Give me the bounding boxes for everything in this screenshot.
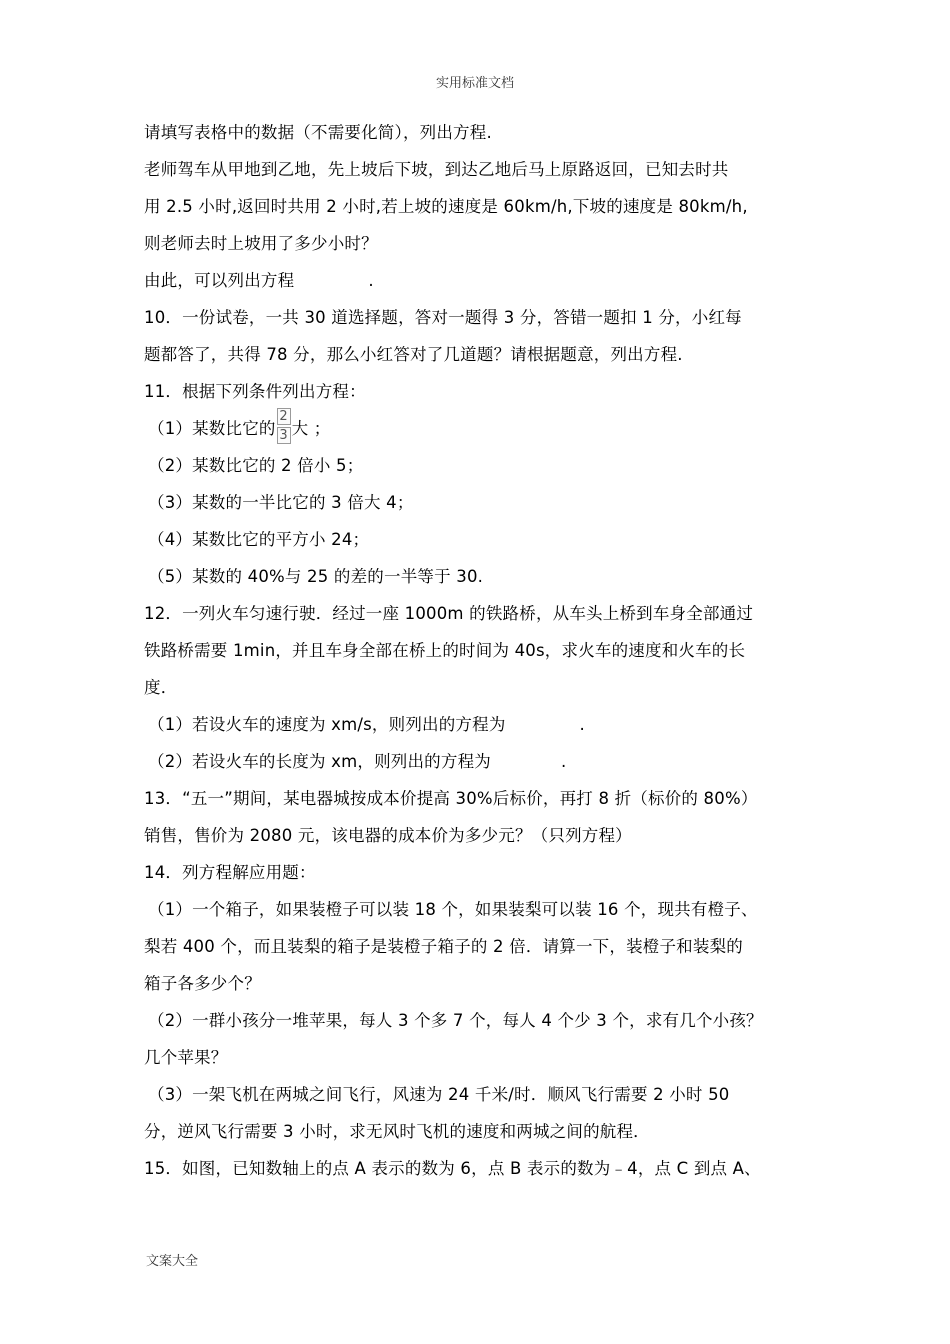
line-text: .: [579, 715, 585, 734]
text-line: （3）一架飞机在两城之间飞行，风速为 24 千米/时．顺风飞行需要 2 小时 50: [148, 1085, 730, 1104]
text-line: （2）一群小孩分一堆苹果，每人 3 个多 7 个，每人 4 个少 3 个，求有几个小孩？: [148, 1011, 763, 1030]
fraction-numerator: 2: [277, 408, 291, 425]
text-line-with-blank: [144, 743, 812, 780]
text-line: （2）某数比它的 2 倍小 5；: [148, 456, 364, 475]
text-line-with-blank: [144, 262, 812, 299]
text-line-with-blank: [144, 706, 812, 743]
text-line: （5）某数的 40%与 25 的差的一半等于 30.: [148, 567, 484, 586]
line-text: （2）若设火车的长度为 xm，则列出的方程为: [148, 752, 491, 771]
text-line: 箱子各多少个？: [144, 974, 261, 993]
line-text: .: [560, 752, 567, 771]
question-15-line: 15．如图，已知数轴上的点 A 表示的数为 6，点 B 表示的数为﹣4，点 C 到点 A、: [144, 1159, 761, 1178]
text-line: 销售，售价为 2080 元，该电器的成本价为多少元？（只列方程）: [144, 826, 632, 845]
page-footer: 文案大全: [146, 1254, 199, 1269]
text-line: 请填写表格中的数据（不需要化简），列出方程.: [144, 123, 492, 142]
question-12-line: 12．一列火车匀速行驶．经过一座 1000m 的铁路桥，从车头上桥到车身全部通过: [144, 604, 754, 623]
line-text: 由此，可以列出方程: [144, 271, 295, 290]
text-line: 几个苹果？: [144, 1048, 228, 1067]
text-line: （3）某数的一半比它的 3 倍大 4；: [148, 493, 414, 512]
question-10-line: 10．一份试卷，一共 30 道选择题，答对一题得 3 分，答错一题扣 1 分，小红每: [144, 308, 742, 327]
text-line: 题都答了，共得 78 分，那么小红答对了几道题？请根据题意，列出方程.: [144, 345, 683, 364]
text-line: （1）一个箱子，如果装橙子可以装 18 个，如果装梨可以装 16 个，现共有橙子、: [148, 900, 758, 919]
page-header: 实用标准文档: [435, 76, 514, 91]
line-text: （1）某数比它的: [148, 419, 276, 438]
text-line: 用 2.5 小时,返回时共用 2 小时,若上坡的速度是 60km/h,下坡的速度是 80km/h,: [144, 197, 748, 216]
text-line: 老师驾车从甲地到乙地，先上坡后下坡，到达乙地后马上原路返回，已知去时共: [144, 160, 729, 179]
question-14-line: 14．列方程解应用题：: [144, 863, 316, 882]
line-text: （1）若设火车的速度为 xm/s，则列出的方程为: [148, 715, 506, 734]
question-11-line: 11．根据下列条件列出方程：: [144, 382, 366, 401]
subquestion-fraction-line: [144, 410, 812, 447]
document-body: [144, 114, 812, 1187]
line-text: 大 ；: [291, 419, 331, 438]
text-line: 分，逆风飞行需要 3 小时，求无风时飞机的速度和两城之间的航程．: [144, 1122, 650, 1141]
text-line: 则老师去时上坡用了多少小时？: [144, 234, 378, 253]
text-line: 度．: [144, 678, 178, 697]
fraction-denominator: 3: [277, 427, 291, 444]
text-line: （4）某数比它的平方小 24；: [148, 530, 370, 549]
question-13-line: 13．“五一”期间，某电器城按成本价提高 30%后标价，再打 8 折（标价的 80%）: [144, 789, 758, 808]
fraction: [277, 408, 291, 444]
text-line: 铁路桥需要 1min，并且车身全部在桥上的时间为 40s，求火车的速度和火车的长: [144, 641, 746, 660]
line-text: .: [368, 271, 374, 290]
text-line: 梨若 400 个，而且装梨的箱子是装橙子箱子的 2 倍．请算一下，装橙子和装梨的: [144, 937, 743, 956]
